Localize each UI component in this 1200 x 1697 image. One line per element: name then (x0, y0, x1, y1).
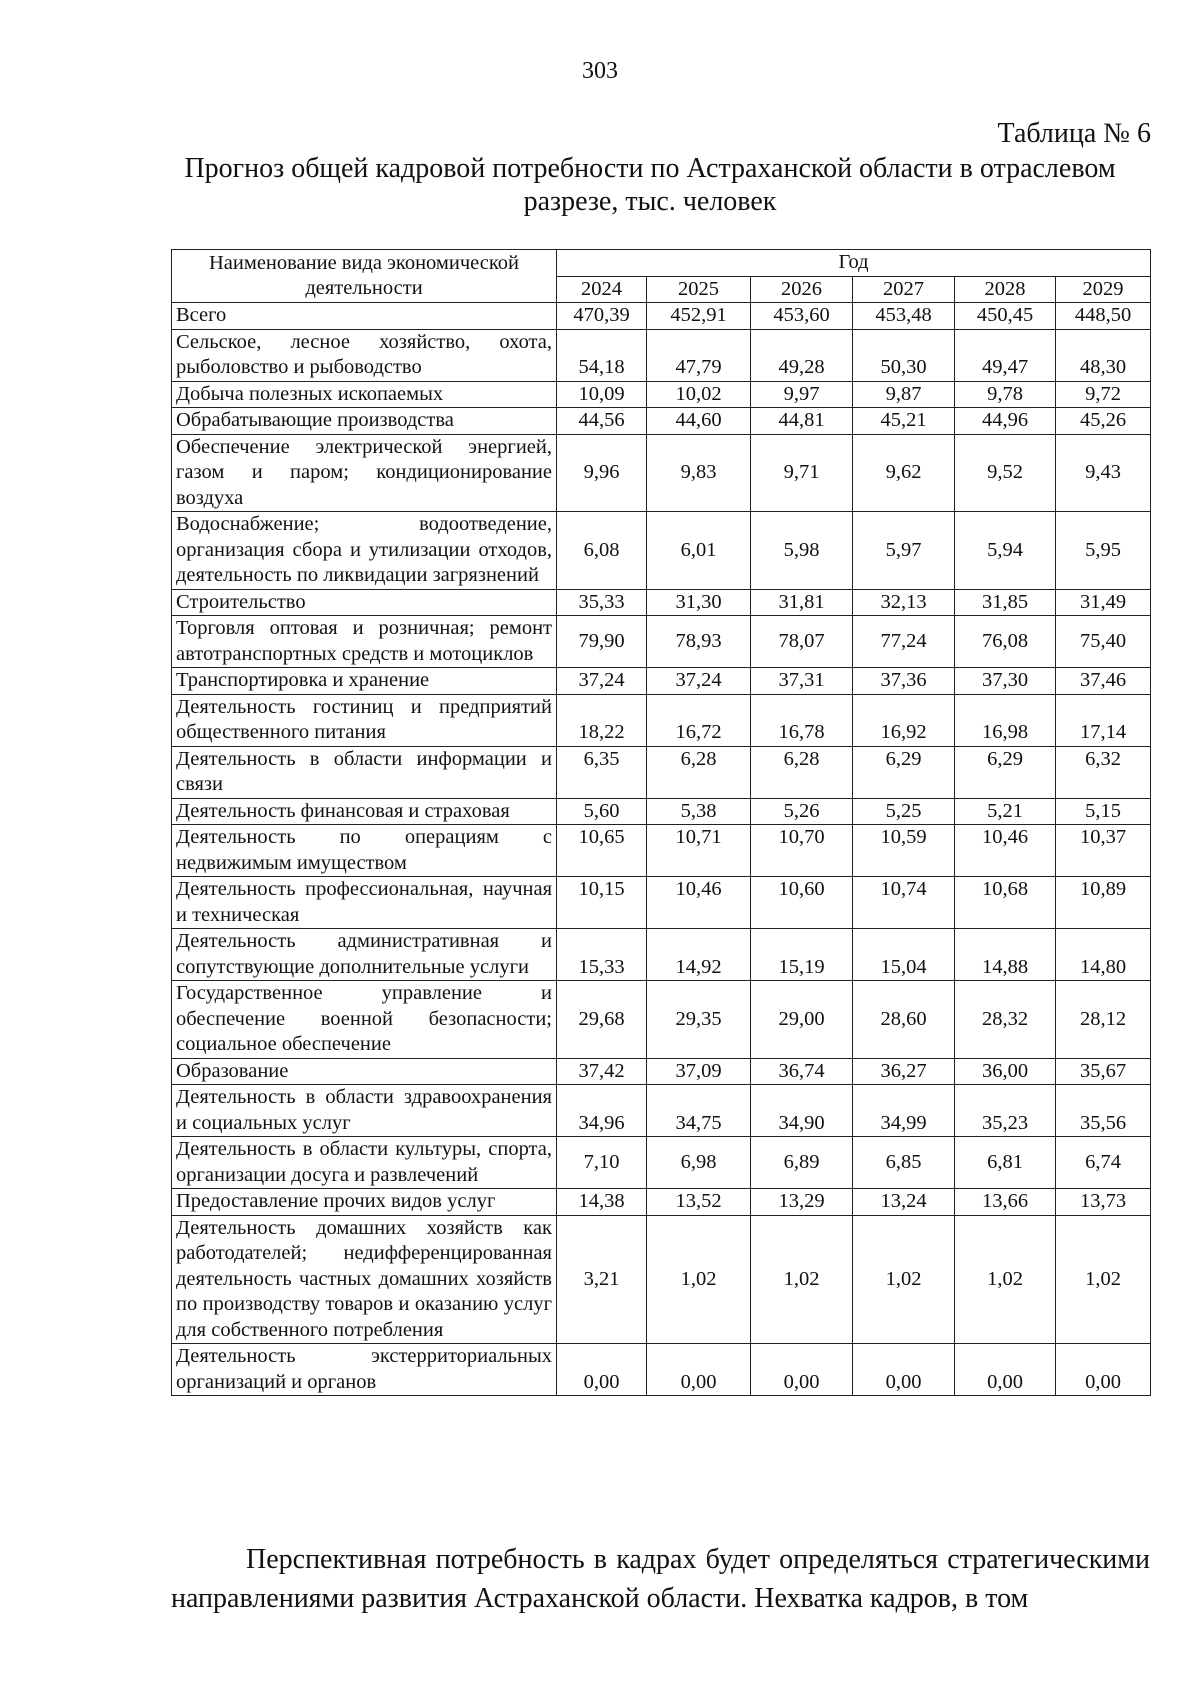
row-value: 16,92 (853, 694, 955, 746)
row-value: 450,45 (955, 303, 1056, 330)
row-value: 5,98 (751, 512, 853, 590)
row-value: 10,59 (853, 825, 955, 877)
row-value: 16,72 (647, 694, 751, 746)
row-value: 5,26 (751, 798, 853, 825)
row-value: 6,08 (557, 512, 647, 590)
row-value: 6,29 (853, 746, 955, 798)
row-value: 28,32 (955, 981, 1056, 1059)
row-value: 6,89 (751, 1137, 853, 1189)
row-value: 34,90 (751, 1085, 853, 1137)
row-value: 6,74 (1056, 1137, 1151, 1189)
row-value: 6,32 (1056, 746, 1151, 798)
row-value: 28,12 (1056, 981, 1151, 1059)
row-value: 49,47 (955, 329, 1056, 381)
row-value: 0,00 (853, 1344, 955, 1396)
row-value: 5,94 (955, 512, 1056, 590)
row-value: 37,30 (955, 668, 1056, 695)
row-value: 9,87 (853, 381, 955, 408)
row-value: 10,37 (1056, 825, 1151, 877)
row-value: 0,00 (955, 1344, 1056, 1396)
table-title: Прогноз общей кадровой потребности по Астраханской области в отраслевом разрезе, тыс. человек (184, 153, 1116, 217)
row-value: 35,56 (1056, 1085, 1151, 1137)
row-value: 31,85 (955, 589, 1056, 616)
table-label: Таблица № 6 (997, 118, 1151, 149)
table-row (172, 589, 1151, 616)
row-value: 16,98 (955, 694, 1056, 746)
row-value: 45,26 (1056, 408, 1151, 435)
table-row (172, 303, 1151, 330)
row-name: Строительство (172, 589, 557, 616)
row-value: 76,08 (955, 616, 1056, 668)
row-name: Деятельность по операциям с недвижимым имуществом (172, 825, 557, 877)
row-value: 31,49 (1056, 589, 1151, 616)
row-value: 78,93 (647, 616, 751, 668)
table-row (172, 825, 1151, 877)
row-value: 9,97 (751, 381, 853, 408)
row-value: 10,70 (751, 825, 853, 877)
row-value: 10,15 (557, 877, 647, 929)
row-value: 36,00 (955, 1058, 1056, 1085)
row-value: 36,27 (853, 1058, 955, 1085)
header-year-2027: 2027 (853, 276, 955, 303)
table-row (172, 981, 1151, 1059)
row-value: 78,07 (751, 616, 853, 668)
row-value: 13,24 (853, 1189, 955, 1216)
row-name: Транспортировка и хранение (172, 668, 557, 695)
row-value: 54,18 (557, 329, 647, 381)
row-value: 9,43 (1056, 434, 1151, 512)
row-value: 0,00 (557, 1344, 647, 1396)
row-value: 49,28 (751, 329, 853, 381)
row-value: 5,95 (1056, 512, 1151, 590)
table-row (172, 512, 1151, 590)
row-value: 10,46 (647, 877, 751, 929)
row-value: 0,00 (647, 1344, 751, 1396)
row-value: 6,28 (647, 746, 751, 798)
row-value: 3,21 (557, 1215, 647, 1344)
row-value: 34,99 (853, 1085, 955, 1137)
row-value: 13,29 (751, 1189, 853, 1216)
row-value: 5,38 (647, 798, 751, 825)
header-activity-name: Наименование вида экономической деятельности (172, 250, 557, 303)
row-value: 10,89 (1056, 877, 1151, 929)
row-value: 5,60 (557, 798, 647, 825)
row-name: Деятельность в области культуры, спорта, организации досуга и развлечений (172, 1137, 557, 1189)
row-value: 1,02 (853, 1215, 955, 1344)
row-value: 1,02 (955, 1215, 1056, 1344)
row-name: Деятельность экстерриториальных организаций и органов (172, 1344, 557, 1396)
row-value: 10,60 (751, 877, 853, 929)
row-name: Образование (172, 1058, 557, 1085)
row-value: 13,66 (955, 1189, 1056, 1216)
row-value: 10,46 (955, 825, 1056, 877)
row-value: 9,71 (751, 434, 853, 512)
row-name: Деятельность в области здравоохранения и социальных услуг (172, 1085, 557, 1137)
row-value: 29,35 (647, 981, 751, 1059)
row-value: 452,91 (647, 303, 751, 330)
row-value: 17,14 (1056, 694, 1151, 746)
row-value: 6,29 (955, 746, 1056, 798)
row-value: 37,09 (647, 1058, 751, 1085)
row-value: 79,90 (557, 616, 647, 668)
table-row (172, 694, 1151, 746)
row-value: 37,24 (647, 668, 751, 695)
row-value: 18,22 (557, 694, 647, 746)
row-value: 15,04 (853, 929, 955, 981)
table-row (172, 408, 1151, 435)
table-row (172, 798, 1151, 825)
row-value: 10,68 (955, 877, 1056, 929)
row-value: 32,13 (853, 589, 955, 616)
row-name: Обрабатывающие производства (172, 408, 557, 435)
row-name: Предоставление прочих видов услуг (172, 1189, 557, 1216)
row-value: 37,46 (1056, 668, 1151, 695)
row-value: 10,65 (557, 825, 647, 877)
row-name: Деятельность домашних хозяйств как работодателей; недифференцированная деятельность частных домашних хозяйств по производству товаров и оказанию услуг для собственного потребления (172, 1215, 557, 1344)
row-name: Добыча полезных ископаемых (172, 381, 557, 408)
row-name: Сельское, лесное хозяйство, охота, рыболовство и рыбоводство (172, 329, 557, 381)
header-year-2029: 2029 (1056, 276, 1151, 303)
row-value: 48,30 (1056, 329, 1151, 381)
table-row (172, 329, 1151, 381)
row-value: 16,78 (751, 694, 853, 746)
row-value: 6,35 (557, 746, 647, 798)
row-value: 45,21 (853, 408, 955, 435)
row-value: 47,79 (647, 329, 751, 381)
row-value: 1,02 (647, 1215, 751, 1344)
row-value: 0,00 (1056, 1344, 1151, 1396)
row-value: 6,28 (751, 746, 853, 798)
table-row (172, 1189, 1151, 1216)
row-value: 15,33 (557, 929, 647, 981)
table-row (172, 1137, 1151, 1189)
row-value: 6,01 (647, 512, 751, 590)
row-value: 5,21 (955, 798, 1056, 825)
table-row (172, 434, 1151, 512)
row-value: 36,74 (751, 1058, 853, 1085)
row-value: 37,36 (853, 668, 955, 695)
table-row (172, 1058, 1151, 1085)
table-row (172, 929, 1151, 981)
row-value: 15,19 (751, 929, 853, 981)
row-value: 9,96 (557, 434, 647, 512)
row-value: 9,52 (955, 434, 1056, 512)
row-value: 13,52 (647, 1189, 751, 1216)
header-year-2026: 2026 (751, 276, 853, 303)
row-value: 35,33 (557, 589, 647, 616)
header-year-2025: 2025 (647, 276, 751, 303)
row-value: 37,42 (557, 1058, 647, 1085)
row-value: 37,24 (557, 668, 647, 695)
table-row (172, 1085, 1151, 1137)
row-name: Обеспечение электрической энергией, газом и паром; кондиционирование воздуха (172, 434, 557, 512)
row-value: 6,81 (955, 1137, 1056, 1189)
table-row (172, 668, 1151, 695)
row-value: 44,81 (751, 408, 853, 435)
page-number: 303 (582, 58, 618, 84)
row-value: 29,00 (751, 981, 853, 1059)
row-value: 9,78 (955, 381, 1056, 408)
row-name: Деятельность профессиональная, научная и техническая (172, 877, 557, 929)
row-value: 14,80 (1056, 929, 1151, 981)
staffing-forecast-table (171, 249, 1151, 1396)
row-value: 14,88 (955, 929, 1056, 981)
row-value: 10,02 (647, 381, 751, 408)
row-value: 35,67 (1056, 1058, 1151, 1085)
row-value: 9,83 (647, 434, 751, 512)
row-value: 10,74 (853, 877, 955, 929)
row-value: 50,30 (853, 329, 955, 381)
row-value: 9,62 (853, 434, 955, 512)
row-value: 34,75 (647, 1085, 751, 1137)
row-value: 10,09 (557, 381, 647, 408)
table-row (172, 1344, 1151, 1396)
row-value: 6,85 (853, 1137, 955, 1189)
row-value: 31,30 (647, 589, 751, 616)
row-value: 1,02 (751, 1215, 853, 1344)
row-value: 44,96 (955, 408, 1056, 435)
row-name: Всего (172, 303, 557, 330)
row-value: 5,97 (853, 512, 955, 590)
row-value: 34,96 (557, 1085, 647, 1137)
row-value: 6,98 (647, 1137, 751, 1189)
body-paragraph: Перспективная потребность в кадрах будет определяться стратегическими направлениями развития Астраханской области. Нехватка кадров, в том (171, 1544, 1150, 1614)
row-name: Водоснабжение; водоотведение, организация сбора и утилизации отходов, деятельность по ликвидации загрязнений (172, 512, 557, 590)
row-value: 44,56 (557, 408, 647, 435)
header-year-2028: 2028 (955, 276, 1056, 303)
row-value: 35,23 (955, 1085, 1056, 1137)
row-value: 14,38 (557, 1189, 647, 1216)
row-name: Деятельность в области информации и связи (172, 746, 557, 798)
row-value: 44,60 (647, 408, 751, 435)
row-name: Деятельность гостиниц и предприятий общественного питания (172, 694, 557, 746)
table-row (172, 877, 1151, 929)
row-value: 9,72 (1056, 381, 1151, 408)
row-name: Деятельность административная и сопутствующие дополнительные услуги (172, 929, 557, 981)
row-value: 77,24 (853, 616, 955, 668)
table-row (172, 616, 1151, 668)
row-value: 75,40 (1056, 616, 1151, 668)
row-value: 7,10 (557, 1137, 647, 1189)
row-name: Государственное управление и обеспечение военной безопасности; социальное обеспечение (172, 981, 557, 1059)
row-value: 453,60 (751, 303, 853, 330)
row-name: Деятельность финансовая и страховая (172, 798, 557, 825)
row-value: 37,31 (751, 668, 853, 695)
row-value: 453,48 (853, 303, 955, 330)
row-value: 470,39 (557, 303, 647, 330)
row-value: 448,50 (1056, 303, 1151, 330)
table-row (172, 1215, 1151, 1344)
row-value: 5,25 (853, 798, 955, 825)
table-row (172, 746, 1151, 798)
row-name: Торговля оптовая и розничная; ремонт автотранспортных средств и мотоциклов (172, 616, 557, 668)
row-value: 29,68 (557, 981, 647, 1059)
row-value: 14,92 (647, 929, 751, 981)
table-row (172, 381, 1151, 408)
header-year-2024: 2024 (557, 276, 647, 303)
row-value: 10,71 (647, 825, 751, 877)
row-value: 1,02 (1056, 1215, 1151, 1344)
row-value: 0,00 (751, 1344, 853, 1396)
row-value: 13,73 (1056, 1189, 1151, 1216)
row-value: 5,15 (1056, 798, 1151, 825)
header-year: Год (557, 250, 1151, 277)
row-value: 31,81 (751, 589, 853, 616)
row-value: 28,60 (853, 981, 955, 1059)
